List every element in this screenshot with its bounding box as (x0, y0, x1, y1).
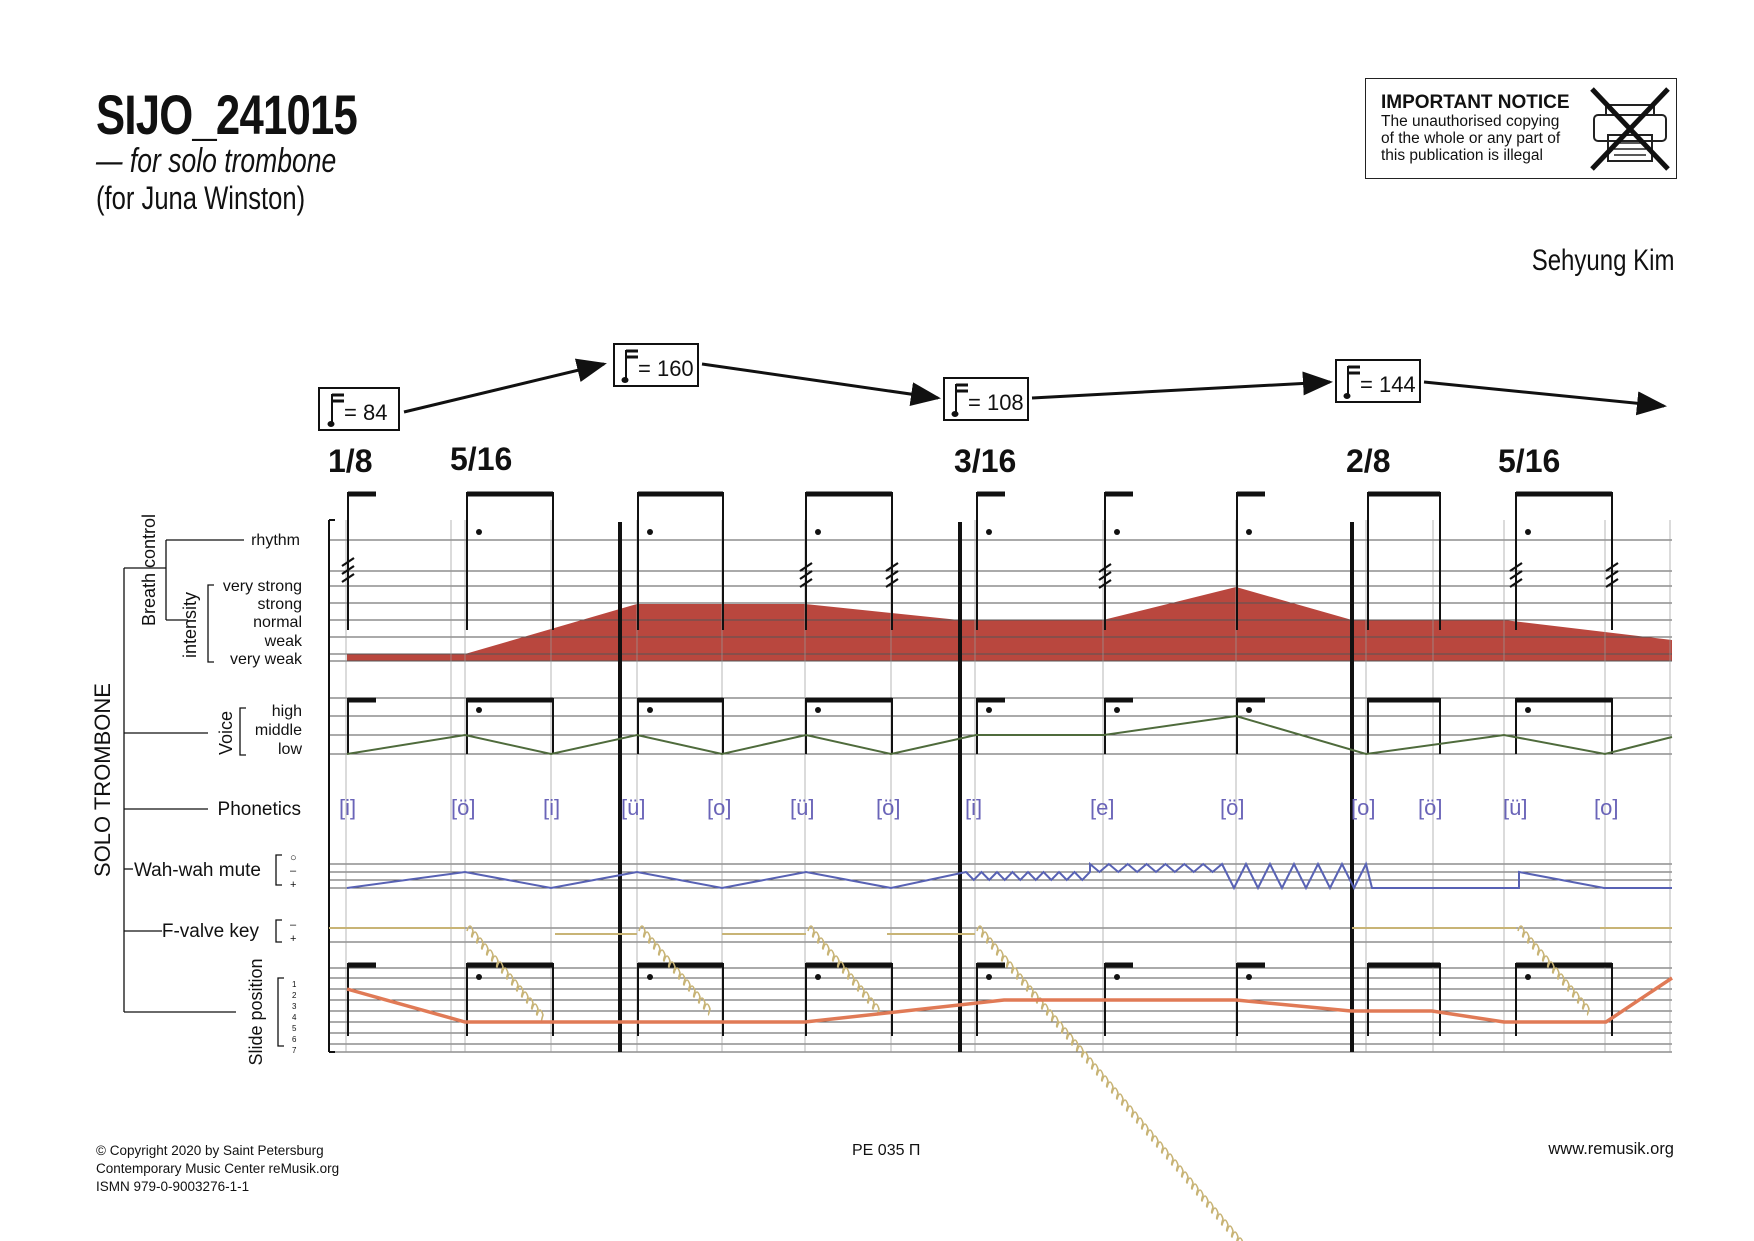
phonetic-symbol: [i] (339, 795, 357, 820)
slide-number: 2 (292, 991, 297, 1000)
phonetic-symbol: [ö] (451, 795, 476, 820)
intensity-label: intensity (180, 591, 200, 659)
slide-number: 5 (292, 1024, 297, 1033)
notice-heading: IMPORTANT NOTICE (1381, 92, 1570, 113)
fvalve-trill (808, 926, 879, 1015)
note-dot (1114, 707, 1120, 713)
intensity-envelope (347, 587, 1672, 661)
piece-subtitle: — for solo trombone (96, 142, 337, 180)
note-dot (1525, 529, 1531, 535)
tempo-arrows (404, 364, 1664, 412)
slide-number: 1 (292, 980, 297, 989)
intensity-level-label: weak (264, 633, 302, 650)
copyright-line: Contemporary Music Center reMusik.org (96, 1161, 340, 1176)
slide-position-numbers (292, 980, 297, 1055)
time-signature: 3/16 (954, 443, 1017, 479)
voice-level-label: middle (254, 722, 302, 739)
tempo-mark (319, 388, 399, 430)
time-signature: 5/16 (450, 441, 513, 477)
tempo-mark (944, 378, 1028, 420)
tempo-value: = 160 (638, 356, 694, 381)
wahwah-symbol: ○ (290, 852, 297, 864)
notice-line: The unauthorised copying (1381, 113, 1560, 130)
voice-level-label: high (271, 703, 302, 720)
copyright-footer (96, 1142, 339, 1196)
note-dot (986, 529, 992, 535)
phonetics-row (339, 795, 1618, 820)
phonetic-symbol: [o] (707, 795, 732, 820)
breath-control-label: Breath control (139, 513, 159, 627)
note-dot (476, 529, 482, 535)
tempo-value: = 84 (344, 400, 388, 425)
slide-number: 4 (292, 1013, 297, 1022)
tempo-value: = 144 (1360, 372, 1416, 397)
piece-title: SIJO_241015 (96, 83, 358, 146)
rhythm-label: rhythm (251, 532, 300, 549)
note-dot (647, 707, 653, 713)
wahwah-label: Wah-wah mute (133, 860, 261, 881)
note-dot (1246, 974, 1252, 980)
time-signature: 5/16 (1498, 443, 1561, 479)
instrument-label: SOLO TROMBONE (90, 683, 115, 877)
time-signature: 2/8 (1346, 443, 1391, 479)
fvalve-trill (977, 926, 1293, 1241)
phonetic-symbol: [ö] (876, 795, 901, 820)
fvalve-symbol: + (290, 933, 297, 945)
phonetics-label: Phonetics (217, 799, 301, 820)
notice-line: of the whole or any part of (1381, 130, 1561, 147)
intensity-level-label: strong (257, 596, 302, 613)
note-dot (1114, 974, 1120, 980)
tempo-mark (1336, 360, 1420, 402)
phonetic-symbol: [i] (543, 795, 561, 820)
composer-name: Sehyung Kim (1531, 244, 1674, 277)
tempo-arrow (1424, 382, 1664, 406)
intensity-level-label: very strong (222, 578, 302, 595)
note-dot (986, 974, 992, 980)
phonetic-symbol: [ü] (790, 795, 815, 820)
tempo-arrow (702, 364, 938, 398)
fvalve-trill (467, 926, 543, 1021)
phonetic-symbol: [o] (1594, 795, 1619, 820)
note-dot (476, 974, 482, 980)
fvalve-trill (1518, 926, 1589, 1015)
website-link[interactable]: www.remusik.org (1548, 1140, 1674, 1158)
note-dot (1246, 707, 1252, 713)
note-dot (815, 707, 821, 713)
wahwah-symbol: + (290, 879, 297, 891)
phonetic-symbol: [ü] (1503, 795, 1528, 820)
slide-number: 7 (292, 1046, 297, 1055)
copyright-line: © Copyright 2020 by Saint Petersburg (96, 1143, 324, 1158)
slide-number: 3 (292, 1002, 297, 1011)
catalog-number: PE 035 П (852, 1142, 921, 1159)
phonetic-symbol: [ö] (1418, 795, 1443, 820)
note-dot (647, 974, 653, 980)
phonetic-symbol: [ö] (1220, 795, 1245, 820)
note-dot (1525, 707, 1531, 713)
intensity-level-label: very weak (229, 651, 302, 668)
note-dot (815, 974, 821, 980)
phonetic-symbol: [i] (965, 795, 983, 820)
slide-number: 6 (292, 1035, 297, 1044)
fvalve-label: F-valve key (161, 921, 259, 942)
phonetic-symbol: [o] (1351, 795, 1376, 820)
wahwah-contour (347, 864, 1672, 888)
fvalve-trill (639, 926, 710, 1015)
voice-label: Voice (216, 710, 236, 756)
note-dot (1525, 974, 1531, 980)
tempo-arrow (404, 364, 604, 412)
phonetic-symbol: [e] (1090, 795, 1115, 820)
voice-level-label: low (277, 741, 302, 758)
ismn-line: ISMN 979-0-9003276-1-1 (96, 1179, 250, 1194)
tempo-value: = 108 (968, 390, 1024, 415)
tempo-mark (614, 344, 698, 386)
note-dot (1114, 529, 1120, 535)
staff-system (329, 492, 1672, 1241)
note-dot (986, 707, 992, 713)
intensity-level-label: normal (253, 614, 302, 631)
fvalve-symbol: – (290, 919, 297, 931)
slide-position-label: Slide position (246, 958, 266, 1066)
phonetic-symbol: [ü] (621, 795, 646, 820)
notice-line: this publication is illegal (1381, 147, 1543, 164)
dedication: (for Juna Winston) (96, 180, 306, 216)
note-dot (647, 529, 653, 535)
note-dot (1246, 529, 1252, 535)
tempo-arrow (1032, 382, 1330, 398)
time-signature: 1/8 (328, 443, 373, 479)
note-dot (476, 707, 482, 713)
wahwah-symbol: – (290, 865, 297, 877)
note-dot (815, 529, 821, 535)
